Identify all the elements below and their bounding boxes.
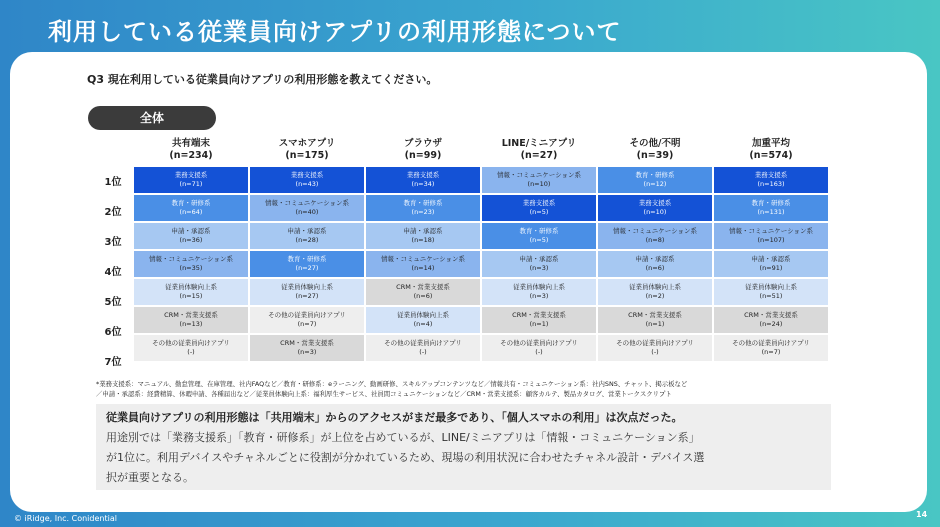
summary-box xyxy=(96,404,831,490)
footnote-line: ／申請・承認系：経費精算、休暇申請、各種届出など／従業員体験向上系：福利厚生サービス、社員間コミュニケーションなど／CRM・営業支援系：顧客カルテ、製品カタログ、営業トークスクリプト xyxy=(96,390,672,398)
cell-label: 情報・コミュニケーション系 xyxy=(264,199,350,207)
column-n: (n=234) xyxy=(169,150,213,161)
rank-label: 4位 xyxy=(104,266,122,278)
table-cell xyxy=(133,250,249,278)
cell-label: その他の従業員向けアプリ xyxy=(616,339,694,347)
footnote-line: *業務支援系：マニュアル、勤怠管理、在庫管理、社内FAQなど／教育・研修系：eラーニング、動画研修、スキルアップコンテンツなど／情報共有・コミュニケーション系：社内SNS、チャット、掲示板など xyxy=(96,380,688,388)
rank-label: 5位 xyxy=(104,296,122,308)
column-header xyxy=(481,138,597,166)
table-cell xyxy=(597,278,713,306)
cell-label: 業務支援系 xyxy=(522,199,556,207)
cell-count: (n=8) xyxy=(645,236,665,244)
cell-count: (n=27) xyxy=(295,264,319,272)
cell-count: (n=7) xyxy=(761,348,781,356)
cell-label: 業務支援系 xyxy=(174,171,208,179)
rank-label: 1位 xyxy=(104,176,122,188)
cell-count: (n=6) xyxy=(413,292,433,300)
cell-count: (n=4) xyxy=(413,320,433,328)
table-cell xyxy=(249,194,365,222)
table-cell xyxy=(365,194,481,222)
cell-count: (n=3) xyxy=(529,292,549,300)
cell-label: CRM・営業支援系 xyxy=(280,339,334,347)
cell-count: (n=71) xyxy=(179,180,203,188)
cell-count: (n=6) xyxy=(645,264,665,272)
cell-count: (n=7) xyxy=(297,320,317,328)
table-cell xyxy=(481,306,597,334)
cell-label: その他の従業員向けアプリ xyxy=(500,339,578,347)
cell-count: (n=2) xyxy=(645,292,665,300)
cell-label: CRM・営業支援系 xyxy=(744,311,798,319)
table-cell xyxy=(481,278,597,306)
cell-count: (-) xyxy=(419,348,427,356)
cell-label: CRM・営業支援系 xyxy=(628,311,682,319)
cell-count: (n=3) xyxy=(529,264,549,272)
cell-count: (-) xyxy=(535,348,543,356)
cell-label: その他の従業員向けアプリ xyxy=(732,339,810,347)
column-name: その他/不明 xyxy=(629,138,681,149)
table-cell xyxy=(481,166,597,194)
column-n: (n=99) xyxy=(404,150,442,161)
cell-count: (n=51) xyxy=(759,292,783,300)
cell-count: (n=64) xyxy=(179,208,203,216)
rank-label: 2位 xyxy=(104,206,122,218)
table-cell xyxy=(481,194,597,222)
cell-label: その他の従業員向けアプリ xyxy=(384,339,462,347)
table-cell xyxy=(365,306,481,334)
column-header xyxy=(713,138,829,166)
table-cell xyxy=(481,334,597,362)
table-cell xyxy=(133,166,249,194)
table-cell xyxy=(713,306,829,334)
rank-label: 7位 xyxy=(104,356,122,368)
cell-label: CRM・営業支援系 xyxy=(512,311,566,319)
segment-label: 全体 xyxy=(88,106,216,130)
summary-line-1: 従業員向けアプリの利用形態は「共用端末」からのアクセスがまだ最多であり、「個人スマホの利用」は次点だった。 xyxy=(106,411,683,424)
slide-title: 利用している従業員向けアプリの利用形態について xyxy=(48,18,622,46)
cell-label: 教育・研修系 xyxy=(519,227,559,235)
table-cell xyxy=(249,334,365,362)
column-header xyxy=(249,138,365,166)
ranking-table xyxy=(133,138,829,362)
summary-line-2: 用途別では「業務支援系」「教育・研修系」が上位を占めているが、LINE/ミニアプリは「情報・コミュニケーション系」 xyxy=(106,431,700,444)
table-cell xyxy=(481,250,597,278)
cell-count: (n=1) xyxy=(529,320,549,328)
cell-label: その他の従業員向けアプリ xyxy=(152,339,230,347)
table-cell xyxy=(597,222,713,250)
cell-label: 申請・承認系 xyxy=(751,255,791,263)
summary-line-4: 択が重要となる。 xyxy=(106,471,194,484)
column-name: ブラウザ xyxy=(403,138,442,149)
cell-label: 教育・研修系 xyxy=(635,171,675,179)
page-number: 14 xyxy=(916,510,928,519)
cell-label: 情報・コミュニケーション系 xyxy=(496,171,582,179)
cell-count: (n=34) xyxy=(411,180,435,188)
cell-label: 従業員体験向上系 xyxy=(745,283,797,291)
cell-count: (n=3) xyxy=(297,348,317,356)
cell-label: 従業員体験向上系 xyxy=(165,283,217,291)
cell-count: (n=36) xyxy=(179,236,203,244)
cell-count: (n=23) xyxy=(411,208,435,216)
column-header xyxy=(133,138,249,166)
cell-count: (n=12) xyxy=(643,180,667,188)
cell-count: (n=10) xyxy=(527,180,551,188)
table-cell xyxy=(249,222,365,250)
column-name: 共有端末 xyxy=(171,138,210,149)
cell-count: (-) xyxy=(187,348,195,356)
table-cell xyxy=(133,194,249,222)
cell-label: 業務支援系 xyxy=(290,171,324,179)
cell-label: 情報・コミュニケーション系 xyxy=(148,255,234,263)
column-n: (n=574) xyxy=(749,150,793,161)
table-cell xyxy=(365,334,481,362)
cell-label: 従業員体験向上系 xyxy=(629,283,681,291)
table-cell xyxy=(713,334,829,362)
table-cell xyxy=(249,166,365,194)
table-cell xyxy=(597,166,713,194)
cell-count: (n=10) xyxy=(643,208,667,216)
table-cell xyxy=(249,250,365,278)
cell-label: 教育・研修系 xyxy=(171,199,211,207)
cell-label: CRM・営業支援系 xyxy=(164,311,218,319)
table-cell xyxy=(597,306,713,334)
table-cell xyxy=(481,222,597,250)
table-cell xyxy=(365,222,481,250)
cell-label: その他の従業員向けアプリ xyxy=(268,311,346,319)
summary-line-3: が1位に。利用デバイスやチャネルごとに役割が分かれているため、現場の利用状況に合わせたチャネル設計・デバイス選 xyxy=(106,451,705,464)
question-text: Q3 現在利用している従業員向けアプリの利用形態を教えてください。 xyxy=(87,73,438,86)
copyright: © iRidge, Inc. Conidential xyxy=(14,514,117,523)
cell-label: 情報・コミュニケーション系 xyxy=(612,227,698,235)
cell-count: (n=15) xyxy=(179,292,203,300)
cell-label: 申請・承認系 xyxy=(287,227,327,235)
table-cell xyxy=(713,166,829,194)
cell-count: (n=91) xyxy=(759,264,783,272)
cell-label: 申請・承認系 xyxy=(519,255,559,263)
table-cell xyxy=(713,194,829,222)
cell-count: (n=43) xyxy=(295,180,319,188)
cell-label: 従業員体験向上系 xyxy=(513,283,565,291)
cell-label: CRM・営業支援系 xyxy=(396,283,450,291)
column-n: (n=27) xyxy=(520,150,558,161)
table-cell xyxy=(133,306,249,334)
cell-count: (n=27) xyxy=(295,292,319,300)
cell-count: (n=40) xyxy=(295,208,319,216)
column-name: LINE/ミニアプリ xyxy=(501,138,577,149)
column-name: スマホアプリ xyxy=(278,138,336,149)
cell-label: 申請・承認系 xyxy=(171,227,211,235)
column-header xyxy=(365,138,481,166)
rank-label: 6位 xyxy=(104,326,122,338)
table-cell xyxy=(133,334,249,362)
column-n: (n=175) xyxy=(285,150,329,161)
cell-count: (n=28) xyxy=(295,236,319,244)
table-cell xyxy=(713,278,829,306)
cell-label: 教育・研修系 xyxy=(403,199,443,207)
cell-count: (n=35) xyxy=(179,264,203,272)
table-cell xyxy=(597,334,713,362)
column-n: (n=39) xyxy=(636,150,674,161)
table-cell xyxy=(365,166,481,194)
cell-label: 業務支援系 xyxy=(754,171,788,179)
cell-label: 業務支援系 xyxy=(406,171,440,179)
cell-label: 教育・研修系 xyxy=(287,255,327,263)
cell-count: (n=13) xyxy=(179,320,203,328)
cell-label: 教育・研修系 xyxy=(751,199,791,207)
cell-label: 情報・コミュニケーション系 xyxy=(728,227,814,235)
table-cell xyxy=(249,278,365,306)
cell-count: (n=18) xyxy=(411,236,435,244)
table-cell xyxy=(713,250,829,278)
table-cell xyxy=(133,278,249,306)
cell-label: 従業員体験向上系 xyxy=(397,311,449,319)
cell-label: 申請・承認系 xyxy=(403,227,443,235)
cell-label: 業務支援系 xyxy=(638,199,672,207)
table-cell xyxy=(365,278,481,306)
cell-count: (-) xyxy=(651,348,659,356)
cell-label: 情報・コミュニケーション系 xyxy=(380,255,466,263)
cell-count: (n=131) xyxy=(757,208,785,216)
cell-label: 申請・承認系 xyxy=(635,255,675,263)
cell-count: (n=1) xyxy=(645,320,665,328)
rank-label: 3位 xyxy=(104,236,122,248)
cell-count: (n=107) xyxy=(757,236,785,244)
table-cell xyxy=(133,222,249,250)
column-name: 加重平均 xyxy=(751,138,790,149)
cell-count: (n=14) xyxy=(411,264,435,272)
cell-count: (n=163) xyxy=(757,180,785,188)
footnote xyxy=(96,379,836,399)
table-cell xyxy=(713,222,829,250)
table-cell xyxy=(365,250,481,278)
column-header xyxy=(597,138,713,166)
cell-count: (n=5) xyxy=(529,208,549,216)
table-cell xyxy=(597,194,713,222)
table-cell xyxy=(249,306,365,334)
cell-count: (n=5) xyxy=(529,236,549,244)
cell-count: (n=24) xyxy=(759,320,783,328)
cell-label: 従業員体験向上系 xyxy=(281,283,333,291)
table-cell xyxy=(597,250,713,278)
